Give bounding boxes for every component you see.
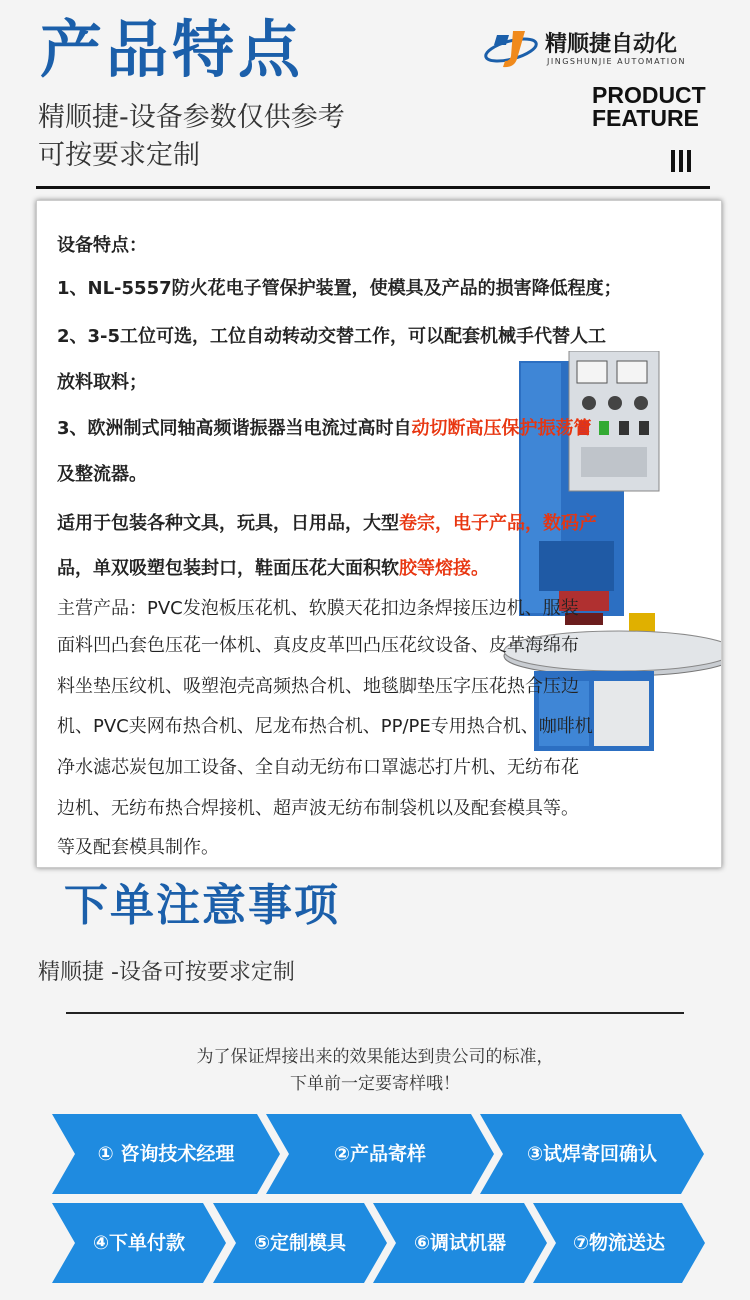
product-feature-label: [592, 84, 706, 130]
order-notes-title: 下单注意事项: [64, 880, 340, 931]
feature-item-1: 1、NL-5557防火花电子管保护装置，使模具及产品的损害降低程度；: [57, 278, 622, 299]
process-step-label: ① 咨询技术经理: [97, 1143, 235, 1165]
subtitle-line-1: 精顺捷-设备参数仅供参考: [38, 102, 345, 133]
products-line: 机、PVC夹网布热合机、尼龙布热合机、PP/PE专用热合机、咖啡机: [57, 716, 593, 737]
feature-item-2-line-1: 2、3-5工位可选，工位自动转动交替工作，可以配套机械手代替人工: [57, 326, 607, 347]
process-step-2: [266, 1114, 494, 1194]
products-line: 净水滤芯炭包加工设备、全自动无纺布口罩滤芯打片机、无纺布花: [57, 757, 579, 778]
process-step-3: [480, 1114, 704, 1194]
feature-item-3-line-1: [57, 414, 592, 440]
application-highlight-2: 胶等熔接。: [399, 558, 489, 579]
process-step-4: [52, 1203, 226, 1283]
order-notes-subtitle: 精顺捷 -设备可按要求定制: [38, 960, 295, 985]
process-step-label: ④下单付款: [92, 1232, 186, 1254]
application-line-2: [57, 554, 489, 580]
feature-item-3-line-2: 及整流器。: [57, 464, 147, 485]
feature-item-2-line-2: 放料取料；: [57, 372, 147, 393]
subtitle-line-2: 可按要求定制: [38, 140, 200, 171]
application-line-1: [57, 509, 597, 535]
process-step-1: [52, 1114, 280, 1194]
logo-chinese-name: 精顺捷自动化: [545, 32, 678, 57]
page-title: 产品特点: [40, 13, 305, 86]
roman-numeral-three: [671, 150, 691, 172]
products-line: 主营产品：PVC发泡板压花机、软膜天花扣边条焊接压边机、服装: [57, 598, 579, 619]
process-step-7: [533, 1203, 705, 1283]
order-note-line-2: 下单前一定要寄样哦！: [290, 1074, 460, 1094]
feature-card: [36, 200, 722, 868]
process-step-5: [213, 1203, 387, 1283]
application-text-2: 品，单双吸塑包装封口，鞋面压花大面积软: [57, 558, 399, 579]
process-step-label: ②产品寄样: [333, 1143, 427, 1165]
header-divider: [36, 186, 710, 189]
product-feature-word-2: FEATURE: [592, 105, 699, 131]
features-heading: 设备特点：: [57, 235, 147, 256]
application-text-1: 适用于包装各种文具，玩具，日用品，大型: [57, 513, 399, 534]
products-line: 等及配套模具制作。: [57, 837, 219, 858]
feature-item-3-highlight: 动切断高压保护振荡管: [411, 418, 592, 439]
logo-english-name: JINGSHUNJIE AUTOMATION: [547, 57, 686, 66]
order-note-line-1: 为了保证焊接出来的效果能达到贵公司的标准，: [196, 1047, 554, 1067]
product-feature-word-1: PRODUCT: [592, 82, 706, 108]
process-step-label: ⑦物流送达: [572, 1232, 666, 1254]
process-step-label: ③试焊寄回确认: [526, 1143, 658, 1165]
products-line: 面料凹凸套色压花一体机、真皮皮革凹凸压花纹设备、皮革海绵布: [57, 635, 579, 656]
process-step-6: [373, 1203, 547, 1283]
application-highlight-1: 卷宗，电子产品，数码产: [399, 513, 597, 534]
feature-item-3-text: 3、欧洲制式同轴高频谐振器当电流过高时自: [57, 418, 412, 439]
order-divider: [66, 1012, 684, 1014]
products-line: 边机、无纺布热合焊接机、超声波无纺布制袋机以及配套模具等。: [57, 798, 579, 819]
brand-logo: [483, 25, 703, 75]
products-line: 料坐垫压纹机、吸塑泡壳高频热合机、地毯脚垫压字压花热合压边: [57, 676, 579, 697]
process-step-label: ⑤定制模具: [253, 1232, 347, 1254]
process-step-label: ⑥调试机器: [413, 1232, 507, 1254]
logo-mark-icon: [483, 25, 543, 73]
